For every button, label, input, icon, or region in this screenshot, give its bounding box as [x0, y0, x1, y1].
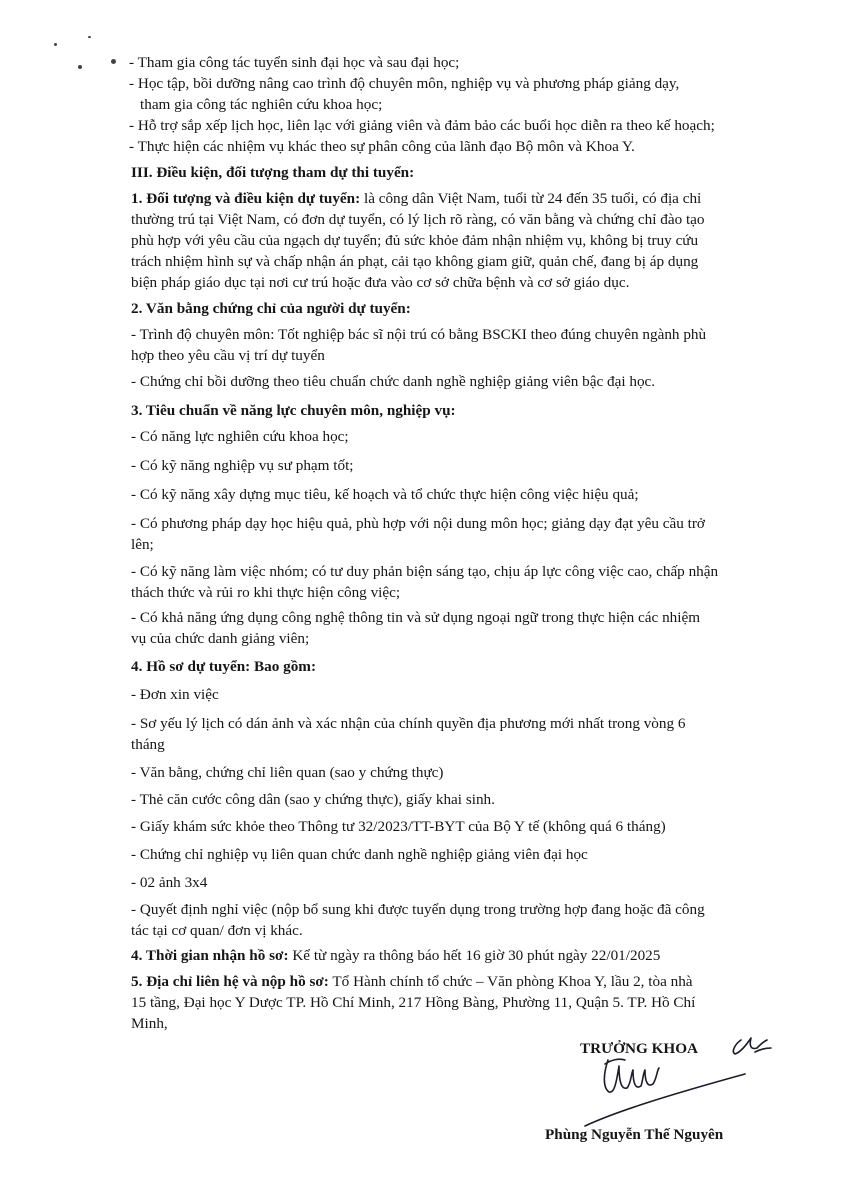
contact-address-line	[131, 971, 693, 992]
list-line: - Chứng chỉ bồi dưỡng theo tiêu chuẩn chức danh nghề nghiệp giảng viên bậc đại học.	[131, 373, 656, 390]
submission-time-text: Kể từ ngày ra thông báo hết 16 giờ 30 phút ngày 22/01/2025	[292, 947, 661, 964]
list-line: - Giấy khám sức khỏe theo Thông tư 32/2023/TT-BYT của Bộ Y tế (không quá 6 tháng)	[131, 818, 666, 835]
list-line: - Văn bằng, chứng chỉ liên quan (sao y chứng thực)	[131, 764, 444, 781]
subsection-1-first-line	[131, 188, 701, 209]
list-line: tác tại cơ quan/ đơn vị khác.	[131, 922, 303, 939]
scan-mark	[88, 36, 91, 38]
list-line: lên;	[131, 536, 154, 553]
list-line: - Có kỹ năng làm việc nhóm; có tư duy phản biện sáng tạo, chịu áp lực công việc cao, chấp nhận	[131, 563, 719, 580]
scan-mark	[54, 43, 57, 46]
list-line: - Có kỹ năng nghiệp vụ sư phạm tốt;	[131, 457, 354, 474]
signer-name: Phùng Nguyễn Thế Nguyên	[545, 1126, 724, 1143]
list-line: - Có kỹ năng xây dựng mục tiêu, kế hoạch và tổ chức thực hiện công việc hiệu quả;	[131, 486, 639, 503]
duty-line: - Hỗ trợ sắp xếp lịch học, liên lạc với giảng viên và đảm bảo các buổi học diễn ra theo kế hoạch;	[129, 117, 715, 134]
duty-line: tham gia công tác nghiên cứu khoa học;	[140, 96, 383, 113]
paragraph-text: Tổ Hành chính tổ chức – Văn phòng Khoa Y, lầu 2, tòa nhà	[332, 973, 693, 990]
list-line: thách thức và rủi ro khi thực hiện công việc;	[131, 584, 401, 601]
list-line: - Thẻ căn cước công dân (sao y chứng thực), giấy khai sinh.	[131, 791, 495, 808]
paragraph-line: phù hợp với yêu cầu của ngạch dự tuyển; đủ sức khỏe đảm nhận nhiệm vụ, không bị truy cứu	[131, 232, 699, 249]
paragraph-line: thường trú tại Việt Nam, có đơn dự tuyển, có lý lịch rõ ràng, có văn bằng và chứng chỉ đào tạo	[131, 211, 705, 228]
list-line: tháng	[131, 736, 165, 753]
list-line: hợp theo yêu cầu vị trí dự tuyển	[131, 347, 325, 364]
subsection-3-title: 3. Tiêu chuẩn về năng lực chuyên môn, nghiệp vụ:	[131, 402, 456, 419]
subsection-1-title: 1. Đối tượng và điều kiện dự tuyển:	[131, 190, 361, 207]
list-line: - Có năng lực nghiên cứu khoa học;	[131, 428, 349, 445]
paragraph-line: Minh,	[131, 1015, 168, 1032]
contact-address-title: 5. Địa chỉ liên hệ và nộp hồ sơ:	[131, 973, 329, 990]
paragraph-line: 15 tầng, Đại học Y Dược TP. Hồ Chí Minh, 217 Hồng Bàng, Phường 11, Quận 5. TP. Hồ Chí	[131, 994, 696, 1011]
submission-time-line	[131, 945, 660, 966]
paragraph-line: trách nhiệm hình sự và chấp nhận án phạt, cải tạo không giam giữ, quản chế, đang bị áp dụng	[131, 253, 699, 270]
list-line: - 02 ảnh 3x4	[131, 874, 208, 891]
signature-block	[545, 1030, 785, 1150]
subsection-4-title: 4. Hồ sơ dự tuyển: Bao gồm:	[131, 658, 317, 675]
list-line: - Đơn xin việc	[131, 686, 219, 703]
section-heading: III. Điều kiện, đối tượng tham dự thi tuyển:	[131, 164, 415, 181]
submission-time-title: 4. Thời gian nhận hồ sơ:	[131, 947, 289, 964]
list-line: - Sơ yếu lý lịch có dán ảnh và xác nhận của chính quyền địa phương mới nhất trong vòng 6	[131, 715, 686, 732]
subsection-2-title: 2. Văn bằng chứng chỉ của người dự tuyển:	[131, 300, 411, 317]
paragraph-text: là công dân Việt Nam, tuổi từ 24 đến 35 tuổi, có địa chỉ	[363, 190, 702, 207]
duty-line: - Tham gia công tác tuyển sinh đại học và sau đại học;	[129, 54, 460, 71]
list-line: - Quyết định nghỉ việc (nộp bổ sung khi được tuyển dụng trong trường hợp đang hoặc đã công	[131, 901, 705, 918]
list-line: - Có khả năng ứng dụng công nghệ thông tin và sử dụng ngoại ngữ trong thực hiện các nhiệm	[131, 609, 701, 626]
paragraph-line: biện pháp giáo dục tại nơi cư trú hoặc đưa vào cơ sở chữa bệnh và cơ sở giáo dục.	[131, 274, 630, 291]
bullet-dot	[111, 59, 116, 64]
duty-line: - Thực hiện các nhiệm vụ khác theo sự phân công của lãnh đạo Bộ môn và Khoa Y.	[129, 138, 635, 155]
list-line: - Có phương pháp dạy học hiệu quả, phù hợp với nội dung môn học; giảng dạy đạt yêu cầu trở	[131, 515, 705, 532]
list-line: - Chứng chỉ nghiệp vụ liên quan chức danh nghề nghiệp giảng viên đại học	[131, 846, 588, 863]
signer-title: TRƯỞNG KHOA	[580, 1040, 698, 1057]
list-line: vụ của chức danh giảng viên;	[131, 630, 310, 647]
list-line: - Trình độ chuyên môn: Tốt nghiệp bác sĩ nội trú có bằng BSCKI theo đúng chuyên ngành phù	[131, 326, 707, 343]
duty-line: - Học tập, bồi dưỡng nâng cao trình độ chuyên môn, nghiệp vụ và phương pháp giảng dạy,	[129, 75, 680, 92]
scan-mark	[78, 65, 82, 69]
